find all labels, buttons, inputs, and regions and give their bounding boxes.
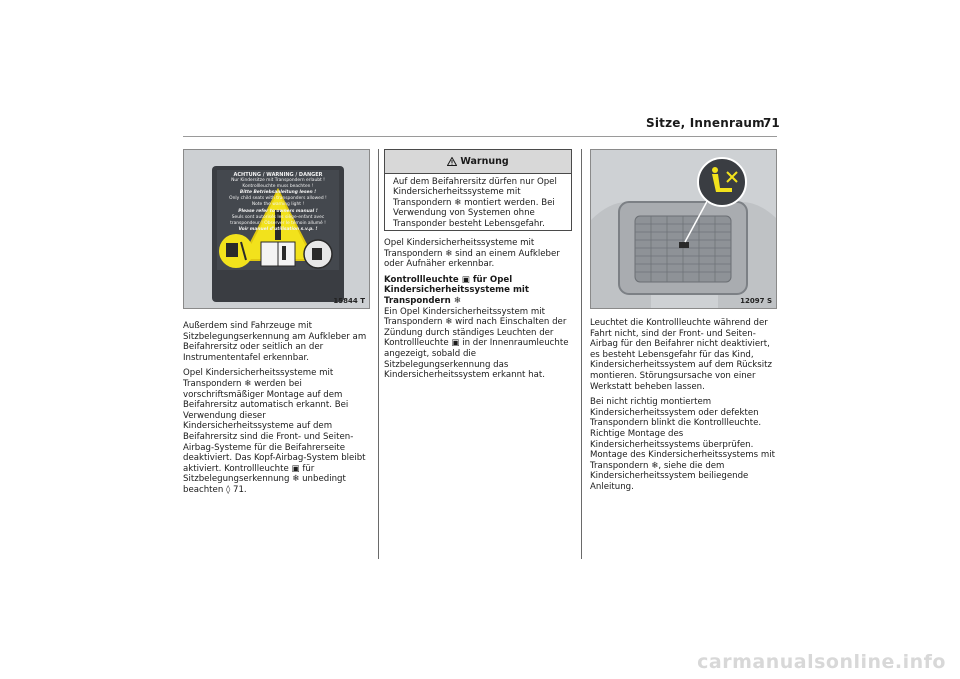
sticker-text: [218, 172, 338, 233]
sticker-line: transpondeur ! Observer le témoin allumé !: [230, 220, 326, 226]
sticker-line: Note the warning light !: [251, 202, 305, 208]
column-divider-right: [581, 149, 582, 559]
sticker-line: Nur Kindersitze mit Transpondern erlaubt !: [231, 178, 325, 184]
middle-column-text: [384, 238, 574, 386]
left-column-text: [183, 321, 370, 501]
paragraph: Ein Opel Kindersicherheitssystem mit Transpondern ❄ wird nach Einschalten der Zündung durch ständiges Leuchten der Kontrollleuchte ▣ in der Innenraumleuchte angezeigt, sobald die Sitzbelegungserkennung das Kindersicherheitssystem erkannt hat.: [384, 306, 569, 381]
paragraph: Bei nicht richtig montiertem Kindersicherheitssystem oder defekten Transpondern blinkt die Kontrollleuchte. Richtige Montage des Kindersicherheitssystems überprüfen. Montage des Kindersicherheitssystems mit Transpondern ❄, siehe die dem Kindersicherheitssystem beiliegende Anleitung.: [590, 397, 776, 492]
paragraph: Opel Kindersicherheitssysteme mit Transpondern ❄ werden bei vorschriftsmäßiger Montage auf dem Beifahrersitz automatisch erkannt. Bei Verwendung dieser Kindersicherheitssysteme auf dem Beifahrersitz sind die Front- und Seiten-Airbag-Systeme für die Beifahrerseite deaktiviert. Das Kopf-Airbag-System bleibt aktiviert. Kontrollleuchte ▣ für Sitzbelegungserkennung ❄ unbedingt beachten ◊ 71.: [183, 368, 366, 495]
child-seat-indicator-icon: [698, 158, 746, 206]
warning-box: [384, 149, 572, 231]
sticker-heading: ACHTUNG / WARNING / DANGER: [233, 172, 323, 178]
sticker-line: Please refer to owners manual !: [238, 208, 318, 214]
paragraph: Opel Kindersicherheitssysteme mit Transpondern ❄ sind an einem Aufkleber oder Aufnäher erkennbar.: [384, 238, 560, 270]
sticker-line: Seuls sont autorisés les siège-enfant avec: [231, 214, 325, 220]
sticker-line: Bitte Betriebsanleitung lesen !: [239, 190, 317, 196]
figure-warning-sticker: [183, 149, 370, 309]
column-divider-left: [378, 149, 379, 559]
sticker-line: Kontrollleuchte muss beachten !: [242, 184, 314, 190]
right-column-text: [590, 318, 778, 498]
figure-interior-light: [590, 149, 777, 309]
indicator-lamp: [679, 242, 689, 248]
section-heading: Kontrollleuchte ▣ für Opel Kindersicherheitssysteme mit Transpondern ❄: [384, 274, 529, 306]
paragraph: Leuchtet die Kontrollleuchte während der Fahrt nicht, sind der Front- und Seiten-Airbag für den Beifahrer nicht deaktiviert, es besteht Lebensgefahr für das Kind, Kindersicherheitssystem auf dem Rücksitz montieren. Störungsursache von einer Werkstatt beheben lassen.: [590, 318, 773, 392]
warning-icon: [447, 157, 457, 166]
sticker-line: Only child seats with transponders allowed !: [229, 196, 327, 202]
header-rule: [183, 136, 777, 137]
figure-code: 12097 S: [740, 297, 772, 305]
warning-text: Auf dem Beifahrersitz dürfen nur Opel Kindersicherheitssysteme mit Transpondern ❄ montiert werden. Bei Verwendung von Systemen ohne Transponder besteht Lebensgefahr.: [393, 177, 557, 229]
page-header-title: Sitze, Innenraum: [646, 116, 765, 130]
sticker-line: Voir manuel d'utilisation s.v.p. !: [238, 226, 318, 232]
warning-header: [385, 150, 571, 174]
page-number: 71: [763, 116, 780, 130]
paragraph: Außerdem sind Fahrzeuge mit Sitzbelegungserkennung am Aufkleber am Beifahrersitz oder seitlich an der Instrumententafel erkennbar.: [183, 321, 367, 363]
warning-title: Warnung: [460, 156, 509, 167]
figure-code: 15844 T: [333, 297, 365, 305]
interior-light-illustration: [591, 150, 777, 309]
watermark: carmanualsonline.info: [697, 651, 946, 673]
